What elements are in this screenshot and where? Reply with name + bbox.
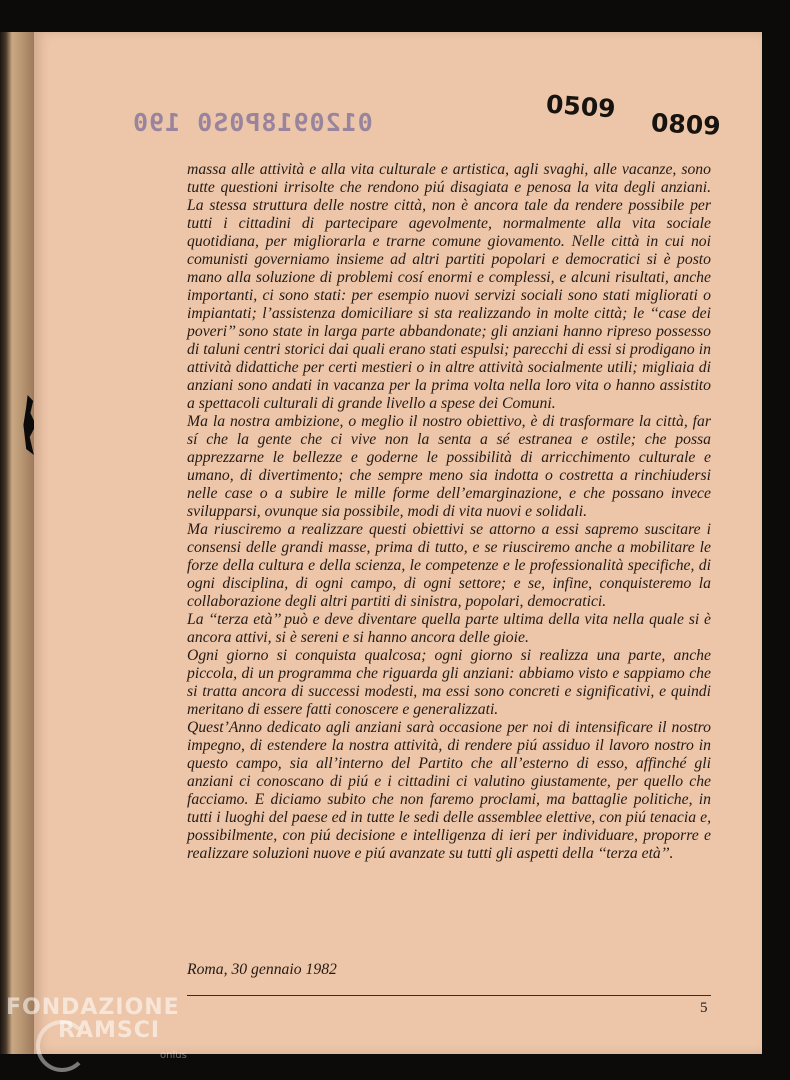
watermark-g-logo-icon: [36, 1020, 88, 1072]
fondazione-gramsci-watermark: [6, 995, 180, 1043]
paragraph: Ogni giorno si conquista qualcosa; ogni giorno si realizza una parte, anche piccola, di un programma che riguarda gli anziani: abbiamo visto e sappiamo che si tratta ancora di successi modesti, ma essi sono concreti e significativi, e quindi meritano di essere fatti conoscere e generalizzati.: [187, 647, 711, 718]
paragraph: Ma riusciremo a realizzare questi obiettivi se attorno a essi sapremo suscitare i consensi delle grandi masse, prima di tutto, e se riusciremo anche a mobilitare le forze della cultura e della scienza, le competenze e le professionalità specifiche, di ogni disciplina, di ogni campo, di ogni settore; e se, infine, conquisteremo la collaborazione degli altri partiti di sinistra, popolari, democratici.: [187, 521, 711, 610]
book-binding: [0, 32, 34, 1054]
footer-rule: [187, 995, 711, 996]
date-signature: Roma, 30 gennaio 1982: [187, 961, 337, 978]
watermark-onlus: onlus: [160, 1050, 187, 1061]
paragraph: La ‘‘terza età’’ può e deve diventare quella parte ultima della vita nella quale si è ancora attivi, si è sereni e si hanno ancora delle gioie.: [187, 611, 711, 646]
watermark-line-1: FONDAZIONE: [6, 995, 180, 1020]
faded-archive-stamp: 0120918P0S0 190: [132, 108, 373, 137]
page-number: 5: [700, 1000, 708, 1016]
body-text: [187, 161, 711, 863]
archive-stamp-number: 0509: [545, 89, 617, 124]
paragraph: massa alle attività e alla vita culturale e artistica, agli svaghi, alle vacanze, sono tutte questioni irrisolte che rendono piú disagiata e penosa la vita degli anziani. La stessa struttura delle nostre città, non è ancora tale da rendere possibile per tutti i cittadini di partecipare agevolmente, normalmente alla vita sociale quotidiana, per migliorarla e trarne comune giovamento. Nelle città in cui noi comunisti governiamo insieme ad altri partiti popolari e democratici si è posto mano alla soluzione di problemi cosí enormi e complessi, e alcuni risultati, anche importanti, ci sono stati: per esempio nuovi servizi sociali sono stati migliorati o impiantati; l’assistenza domiciliare si sta realizzando in molte città; le ‘‘case dei poveri’’ sono state in larga parte abbandonate; gli anziani hanno ripreso possesso di taluni centri storici dai quali erano stati espulsi; parecchi di essi si prodigano in attività didattiche per certi mestieri o in altre attività socialmente utili; migliaia di anziani sono andati in vacanza per la prima volta nella loro vita o hanno assistito a spettacoli culturali di grande livello a spese dei Comuni.: [187, 161, 711, 412]
archive-stamp-number-2: 0809: [650, 108, 722, 141]
paragraph: Ma la nostra ambizione, o meglio il nostro obiettivo, è di trasformare la città, far sí che la gente che ci vive non la senta a sé estranea e ostile; che possa apprezzarne le bellezze e goderne le possibilità di arricchimento culturale e umano, di divertimento; che sempre meno sia indotta o costretta a rinchiudersi nelle case o a subire le mille forme dell’emarginazione, e che possano invece svilupparsi, ovunque sia possibile, modi di vita nuovi e solidali.: [187, 413, 711, 520]
watermark-line-2: RAMSCI: [58, 1018, 161, 1043]
scan-border: [762, 32, 790, 1080]
paragraph: Quest’Anno dedicato agli anziani sarà occasione per noi di intensificare il nostro impegno, di estendere la nostra attività, di rendere piú assiduo il lavoro nostro in questo campo, sia all’interno del Partito che all’esterno di esso, affinché gli anziani ci conoscano di piú e i cittadini ci valutino giustamente, per quello che facciamo. E diciamo subito che non faremo proclami, ma battaglie politiche, in tutti i luoghi del paese ed in tutte le sedi delle assemblee elettive, con piú tenacia e, possibilmente, con piú decisione e intelligenza di ieri per individuare, proporre e realizzare soluzioni nuove e piú avanzate su tutti gli aspetti della ‘‘terza età’’.: [187, 719, 711, 862]
